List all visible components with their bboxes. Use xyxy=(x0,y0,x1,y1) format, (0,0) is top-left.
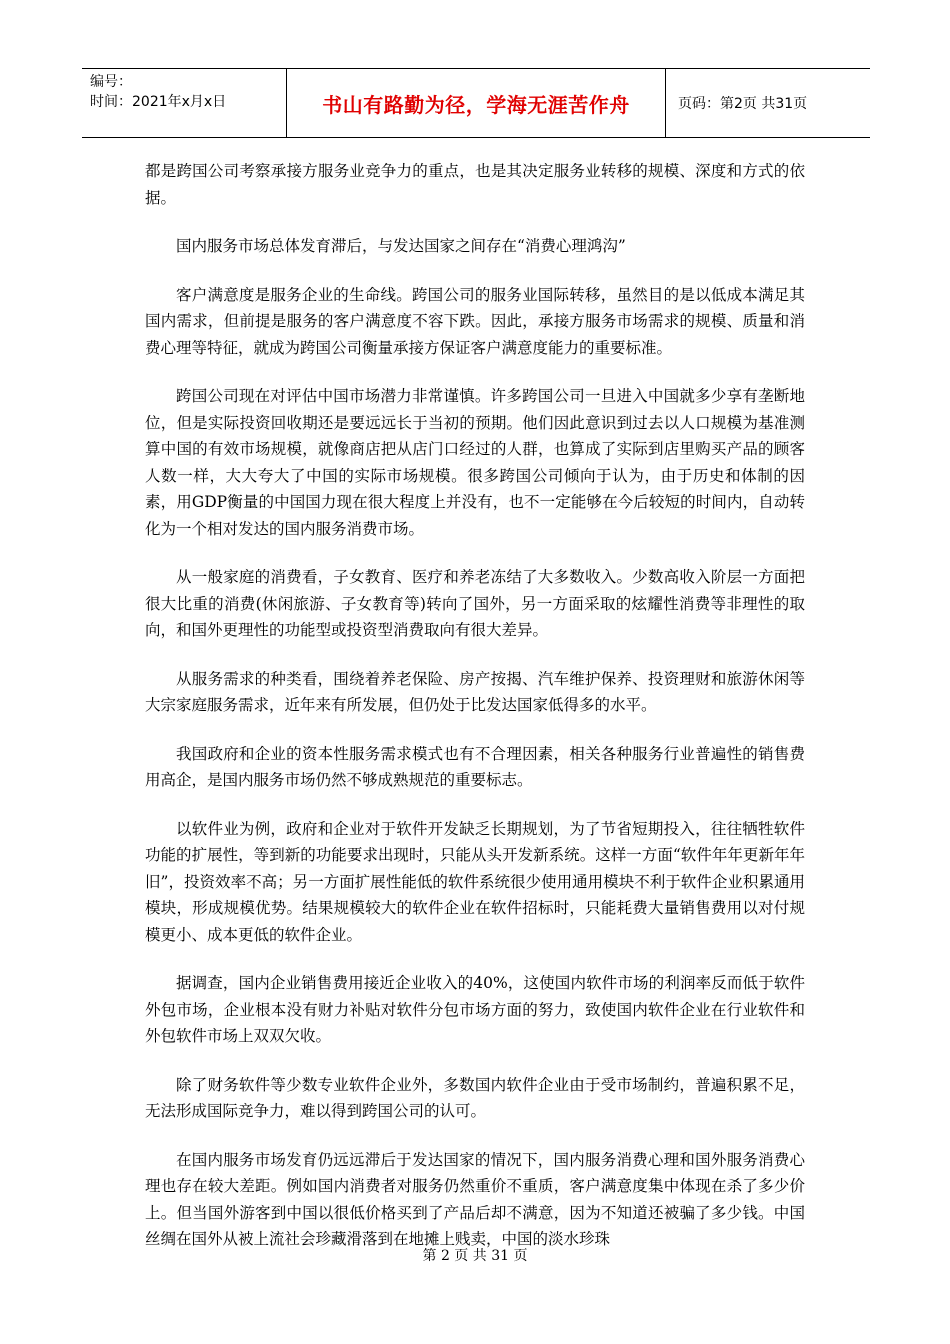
header-motto: 书山有路勤为径，学海无涯苦作舟 xyxy=(322,92,630,117)
page-header xyxy=(82,68,870,138)
footer-page-number: 第 2 页 共 31 页 xyxy=(422,1248,528,1264)
paragraph: 都是跨国公司考察承接方服务业竞争力的重点，也是其决定服务业转移的规模、深度和方式的依据。 xyxy=(145,162,805,207)
document-date-label: 时间：2021年x月x日 xyxy=(90,94,227,110)
paragraph: 据调查，国内企业销售费用接近企业收入的40%，这使国内软件市场的利润率反而低于软件外包市场，企业根本没有财力补贴对软件分包市场方面的努力，致使国内软件企业在行业软件和外包软件市场上双双欠收。 xyxy=(145,974,805,1045)
header-page-code: 页码：第2页 共31页 xyxy=(678,96,808,112)
document-number-label: 编号： xyxy=(90,74,132,90)
header-motto-cell xyxy=(287,69,666,137)
document-body xyxy=(145,158,805,1275)
header-meta xyxy=(82,69,287,137)
paragraph: 跨国公司现在对评估中国市场潜力非常谨慎。许多跨国公司一旦进入中国就多少享有垄断地位，但是实际投资回收期还是要远远长于当初的预期。他们因此意识到过去以人口规模为基准测算中国的有效市场规模，就像商店把从店门口经过的人群，也算成了实际到店里购买产品的顾客人数一样，大大夸大了中国的实际市场规模。很多跨国公司倾向于认为，由于历史和体制的因素，用GDP衡量的中国国力现在很大程度上并没有，也不一定能够在今后较短的时间内，自动转化为一个相对发达的国内服务消费市场。 xyxy=(145,387,805,538)
paragraph: 从服务需求的种类看，围绕着养老保险、房产按揭、汽车维护保养、投资理财和旅游休闲等大宗家庭服务需求，近年来有所发展，但仍处于比发达国家低得多的水平。 xyxy=(145,669,805,714)
page-footer xyxy=(0,1245,950,1265)
paragraph: 在国内服务市场发育仍远远滞后于发达国家的情况下，国内服务消费心理和国外服务消费心理也存在较大差距。例如国内消费者对服务仍然重价不重质，客户满意度集中体现在杀了多少价上。但当国外游客到中国以很低价格买到了产品后却不满意，因为不知道还被骗了多少钱。中国丝绸在国外从被上流社会珍藏滑落到在地摊上贱卖，中国的淡水珍珠 xyxy=(145,1150,805,1248)
header-page-cell xyxy=(666,69,870,137)
paragraph: 除了财务软件等少数专业软件企业外，多数国内软件企业由于受市场制约，普遍积累不足，无法形成国际竞争力，难以得到跨国公司的认可。 xyxy=(145,1075,805,1120)
paragraph: 从一般家庭的消费看，子女教育、医疗和养老冻结了大多数收入。少数高收入阶层一方面把很大比重的消费(休闲旅游、子女教育等)转向了国外，另一方面采取的炫耀性消费等非理性的取向，和国外更理性的功能型或投资型消费取向有很大差异。 xyxy=(145,568,805,639)
paragraph: 客户满意度是服务企业的生命线。跨国公司的服务业国际转移，虽然目的是以低成本满足其国内需求，但前提是服务的客户满意度不容下跌。因此，承接方服务市场需求的规模、质量和消费心理等特征，就成为跨国公司衡量承接方保证客户满意度能力的重要标准。 xyxy=(145,285,805,357)
paragraph: 以软件业为例，政府和企业对于软件开发缺乏长期规划，为了节省短期投入，往往牺牲软件功能的扩展性，等到新的功能要求出现时，只能从头开发新系统。这样一方面“软件年年更新年年旧”，投资效率不高；另一方面扩展性能低的软件系统很少使用通用模块不利于软件企业积累通用模块，形成规模优势。结果规模较大的软件企业在软件招标时，只能耗费大量销售费用以对付规模更小、成本更低的软件企业。 xyxy=(145,819,805,944)
paragraph: 我国政府和企业的资本性服务需求模式也有不合理因素，相关各种服务行业普遍性的销售费用高企，是国内服务市场仍然不够成熟规范的重要标志。 xyxy=(145,744,805,789)
section-heading: 国内服务市场总体发育滞后，与发达国家之间存在“消费心理鸿沟” xyxy=(176,237,626,255)
